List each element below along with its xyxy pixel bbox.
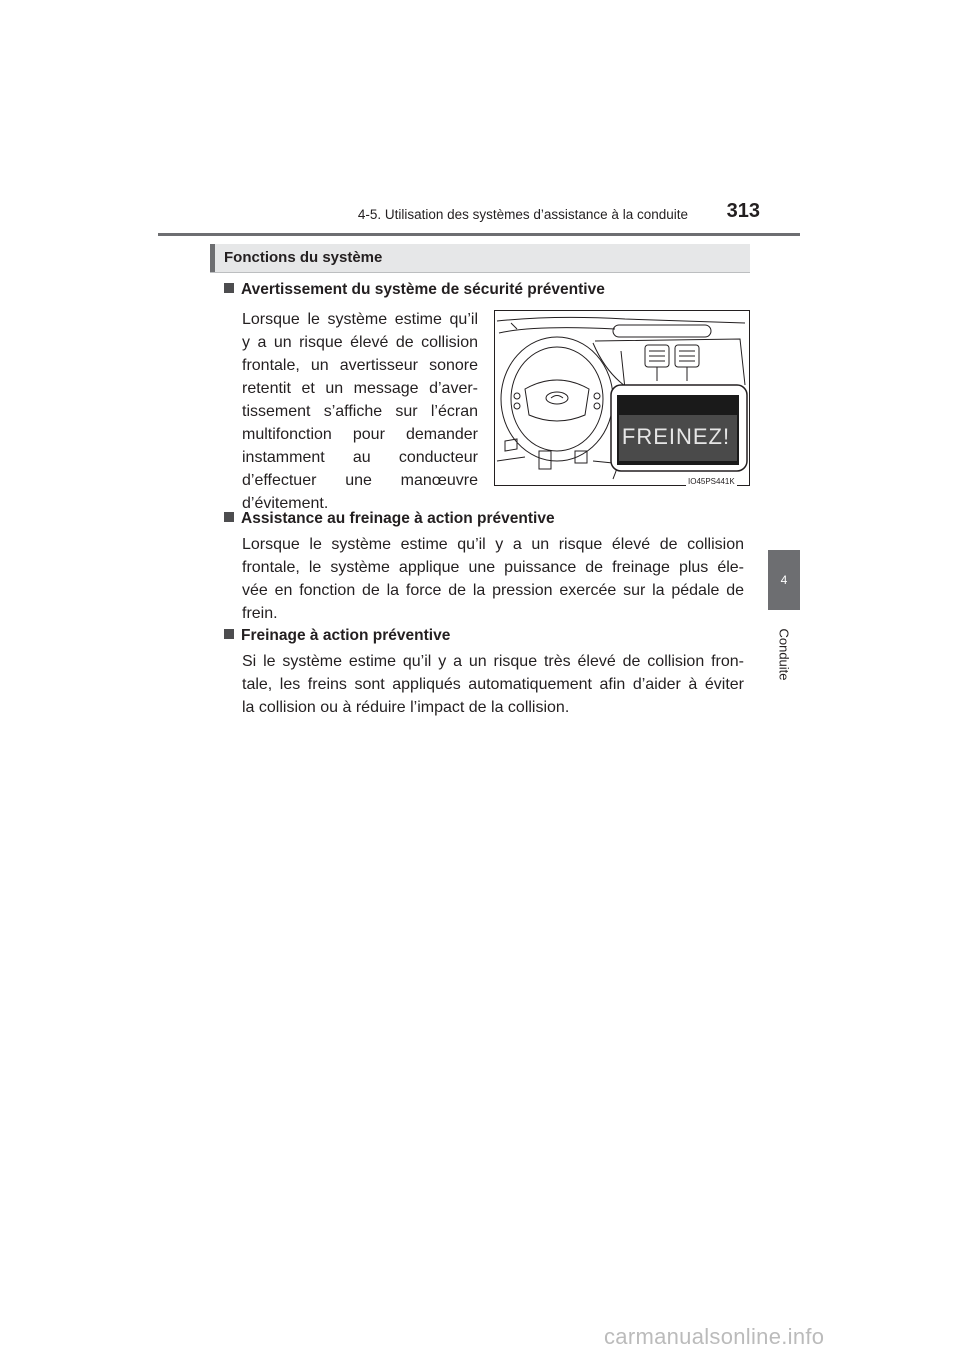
item-heading-text: Freinage à action préventive — [241, 627, 451, 644]
text-line: d’effectuer une manœuvre — [242, 472, 478, 489]
dashboard-illustration — [494, 310, 750, 486]
text-line: vée en fonction de la force de la pression exercée sur la pédale de — [242, 582, 744, 599]
square-bullet-icon — [224, 283, 234, 293]
section-title-bar — [210, 244, 750, 273]
item-heading-preventive-braking — [224, 627, 450, 645]
text-line: instamment au conducteur — [242, 449, 478, 466]
chapter-tab — [768, 550, 800, 610]
chapter-number: 4 — [780, 573, 788, 587]
figure-code: IO45PS441K — [688, 477, 735, 486]
text-line: tissement s’affiche sur l’écran — [242, 403, 478, 420]
display-warning-message: FREINEZ! — [621, 424, 731, 449]
item-heading-brake-assist — [224, 510, 555, 528]
text-line: tale, les freins sont appliqués automatiquement afin d’aider à éviter — [242, 676, 744, 693]
text-line: Lorsque le système estime qu’il y a un risque élevé de collision — [242, 536, 744, 553]
chapter-label-box — [770, 618, 798, 690]
text-line: Lorsque le système estime qu’il — [242, 311, 478, 328]
section-title: Fonctions du système — [224, 249, 383, 266]
text-line: multifonction pour demander — [242, 426, 478, 443]
header-section-title: 4-5. Utilisation des systèmes d’assistance à la conduite — [357, 207, 688, 222]
item-body-preventive-braking — [242, 650, 744, 719]
page-number: 313 — [726, 200, 760, 222]
square-bullet-icon — [224, 629, 234, 639]
header-rule — [158, 233, 800, 236]
text-line: y a un risque élevé de collision — [242, 334, 478, 351]
section-accent — [210, 244, 215, 272]
item-heading-warning — [224, 281, 605, 299]
chapter-label: Conduite — [776, 627, 792, 681]
watermark: carmanualsonline.info — [604, 1324, 825, 1349]
item-heading-text: Avertissement du système de sécurité préventive — [241, 281, 605, 298]
text-line: la collision ou à réduire l’impact de la collision. — [242, 699, 570, 716]
text-line: frein. — [242, 605, 278, 622]
text-line: frontale, le système applique une puissance de freinage plus éle- — [242, 559, 744, 576]
text-line: Si le système estime qu’il y a un risque très élevé de collision fron- — [242, 653, 744, 670]
item-body-brake-assist — [242, 533, 744, 625]
text-line: d’évitement. — [242, 495, 329, 512]
square-bullet-icon — [224, 512, 234, 522]
text-line: retentit et un message d’aver- — [242, 380, 478, 397]
item-body-warning — [242, 308, 478, 515]
item-heading-text: Assistance au freinage à action préventive — [241, 510, 555, 527]
text-line: frontale, un avertisseur sonore — [242, 357, 478, 374]
dashboard-drawing — [495, 311, 751, 487]
